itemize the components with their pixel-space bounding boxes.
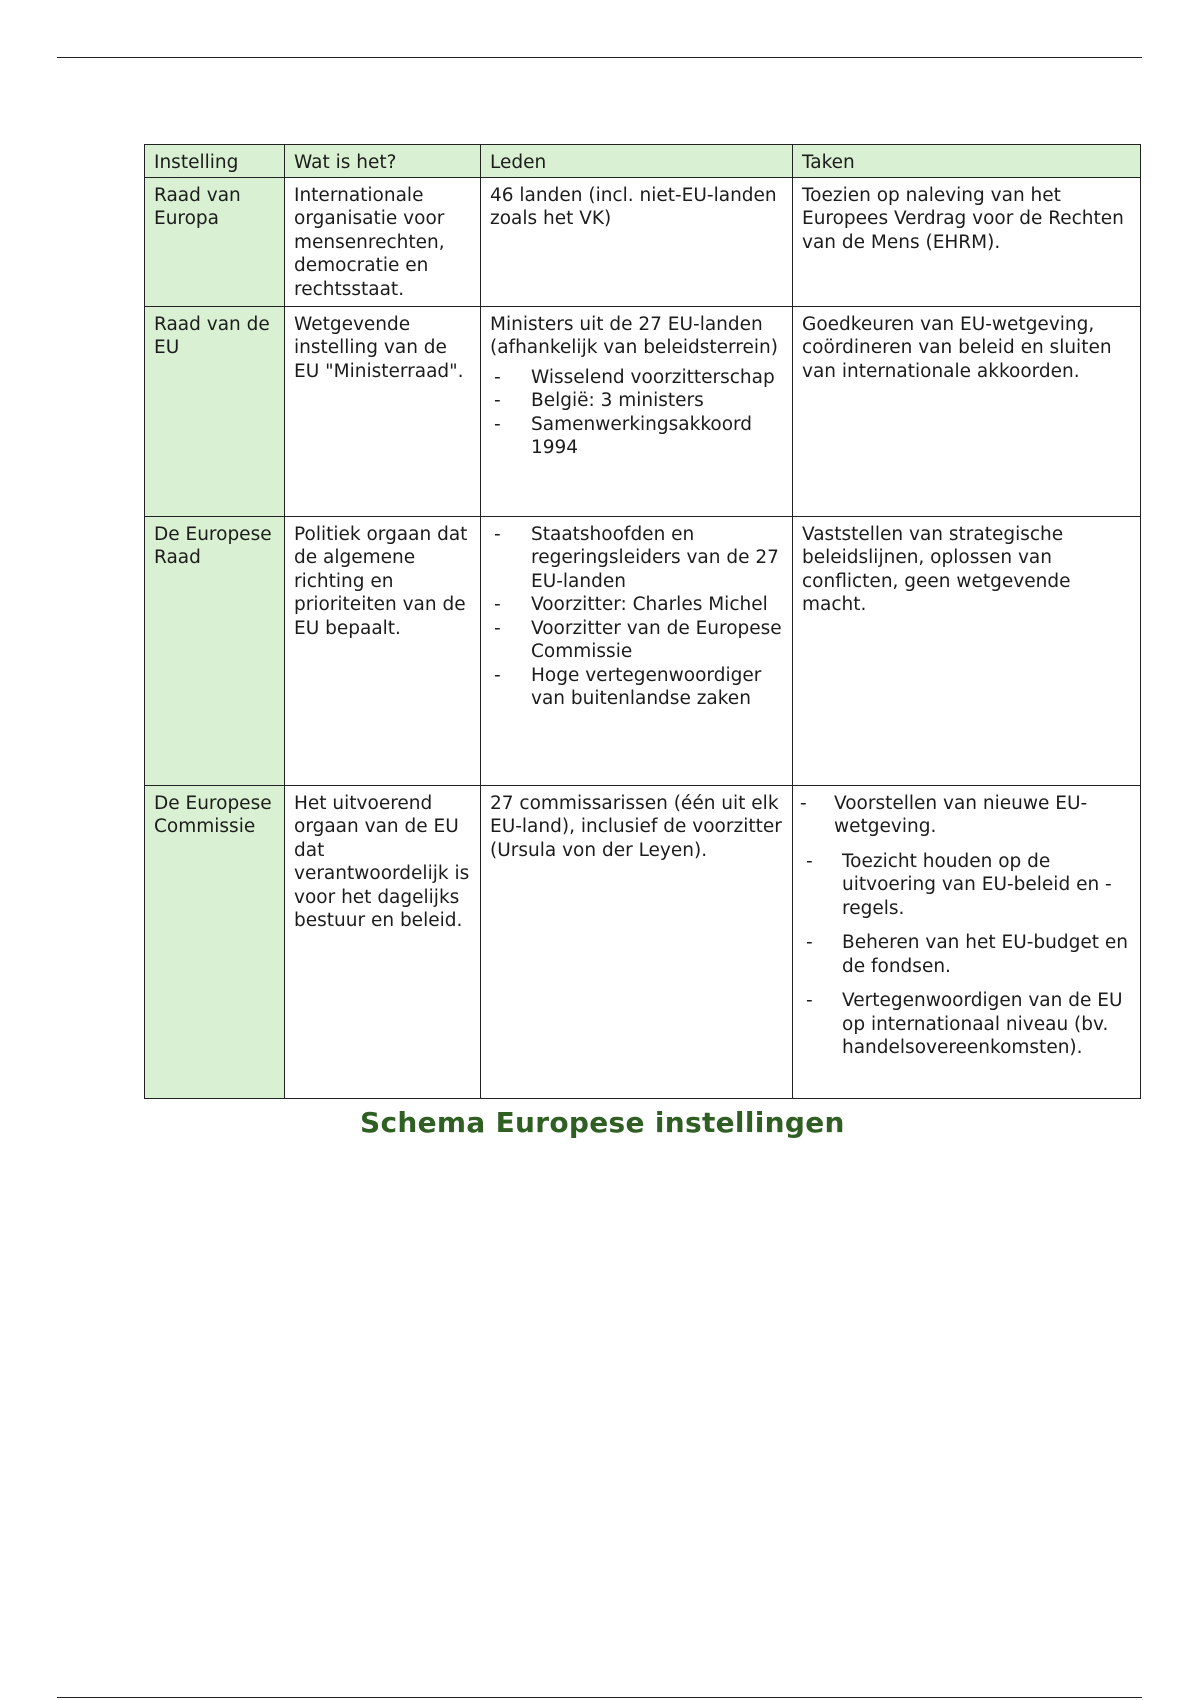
- cell-leden: 46 landen (incl. niet-EU-landen zoals het VK): [481, 177, 793, 306]
- cell-taken: Vaststellen van strategische beleidslijnen, oplossen van conflicten, geen wetgevende macht.: [793, 516, 1141, 785]
- cell-leden: [481, 306, 793, 516]
- list-item: - Staatshoofden en regeringsleiders van de 27 EU-landen: [490, 523, 783, 594]
- list-item: - Toezicht houden op de uitvoering van EU-beleid en -regels.: [802, 850, 1131, 921]
- cell-taken: Toezien op naleving van het Europees Verdrag voor de Rechten van de Mens (EHRM).: [793, 177, 1141, 306]
- cell-wat: Internationale organisatie voor mensenrechten, democratie en rechtsstaat.: [285, 177, 481, 306]
- cell-taken: Goedkeuren van EU-wetgeving, coördineren van beleid en sluiten van internationale akkoorden.: [793, 306, 1141, 516]
- list-item: - Voorzitter: Charles Michel: [490, 593, 783, 617]
- table-row: [145, 785, 1141, 1098]
- top-rule: [57, 57, 1142, 58]
- list-item: - Voorzitter van de Europese Commissie: [490, 617, 783, 664]
- leden-intro: Ministers uit de 27 EU-landen (afhankelijk van beleidsterrein): [490, 313, 778, 358]
- table-header-row: [145, 145, 1141, 178]
- cell-instelling: Raad van de EU: [145, 306, 285, 516]
- taken-list: [802, 792, 1131, 1060]
- cell-wat: Politiek orgaan dat de algemene richting en prioriteiten van de EU bepaalt.: [285, 516, 481, 785]
- list-item: - Samenwerkingsakkoord 1994: [490, 413, 783, 460]
- cell-taken: [793, 785, 1141, 1098]
- leden-list: [490, 523, 783, 711]
- list-item: - Vertegenwoordigen van de EU op internationaal niveau (bv. handelsovereenkomsten).: [802, 989, 1131, 1060]
- cell-instelling: De Europese Raad: [145, 516, 285, 785]
- list-item: - België: 3 ministers: [490, 389, 783, 413]
- cell-leden: [481, 516, 793, 785]
- cell-wat: Het uitvoerend orgaan van de EU dat verantwoordelijk is voor het dagelijks bestuur en beleid.: [285, 785, 481, 1098]
- cell-instelling: De Europese Commissie: [145, 785, 285, 1098]
- header-instelling: Instelling: [145, 145, 285, 178]
- cell-wat: Wetgevende instelling van de EU "Ministerraad".: [285, 306, 481, 516]
- header-wat-is-het: Wat is het?: [285, 145, 481, 178]
- header-taken: Taken: [793, 145, 1141, 178]
- cell-instelling: Raad van Europa: [145, 177, 285, 306]
- list-item: - Wisselend voorzitterschap: [490, 366, 783, 390]
- page-title: Schema Europese instellingen: [360, 1106, 845, 1139]
- table-row: [145, 306, 1141, 516]
- list-item: - Hoge vertegenwoordiger van buitenlandse zaken: [490, 664, 783, 711]
- list-item: - Voorstellen van nieuwe EU-wetgeving.: [802, 792, 1131, 839]
- header-leden: Leden: [481, 145, 793, 178]
- cell-leden: 27 commissarissen (één uit elk EU-land), inclusief de voorzitter (Ursula von der Leyen).: [481, 785, 793, 1098]
- institutions-table: [144, 144, 1141, 1099]
- table-row: [145, 177, 1141, 306]
- table-row: [145, 516, 1141, 785]
- list-item: - Beheren van het EU-budget en de fondsen.: [802, 931, 1131, 978]
- leden-list: [490, 366, 783, 460]
- bottom-rule: [57, 1697, 1142, 1698]
